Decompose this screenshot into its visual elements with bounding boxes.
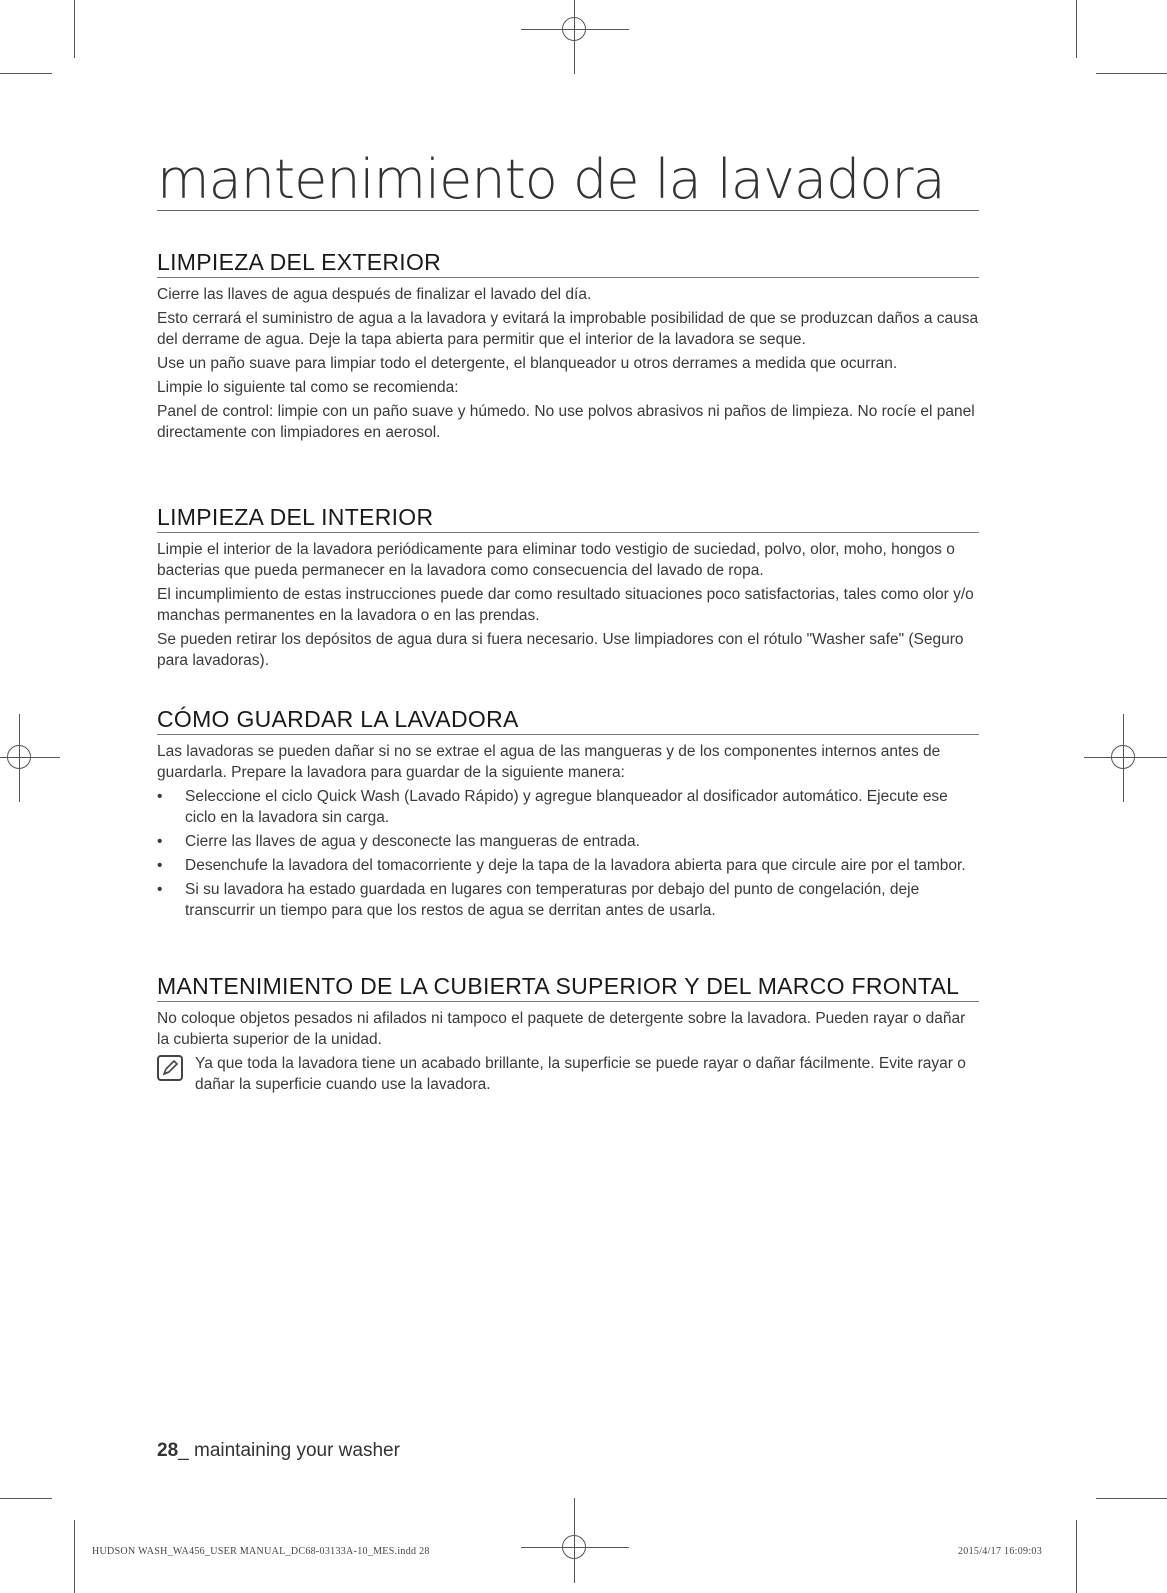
print-slug-left: HUDSON WASH_WA456_USER MANUAL_DC68-03133A-10_MES.indd 28: [92, 1546, 430, 1557]
footer-text: maintaining your washer: [188, 1440, 400, 1461]
crop-mark: [1076, 1520, 1077, 1593]
page-title: mantenimiento de la lavadora: [157, 150, 979, 211]
crop-mark: [74, 1520, 75, 1593]
crop-mark: [74, 0, 75, 58]
note: [157, 1053, 979, 1095]
registration-mark-icon: [555, 1528, 595, 1568]
paragraph: Panel de control: limpie con un paño suave y húmedo. No use polvos abrasivos ni paños de limpieza. No rocíe el panel directamente con limpiadores en aerosol.: [157, 403, 975, 441]
footer-separator: _: [178, 1440, 189, 1461]
page-footer: [157, 1440, 400, 1462]
note-pencil-icon: [157, 1055, 183, 1081]
list-item: • Si su lavadora ha estado guardada en lugares con temperaturas por debajo del punto de congelación, deje transcurrir un tiempo para que los restos de agua se derritan antes de usarla.: [157, 881, 920, 919]
section-top-cover-maintenance: [157, 972, 979, 1095]
bullet-icon: •: [157, 857, 163, 874]
paragraph: No coloque objetos pesados ni afilados ni tampoco el paquete de detergente sobre la lavadora. Pueden rayar o dañar la cubierta superior de la unidad.: [157, 1010, 966, 1048]
paragraph: Esto cerrará el suministro de agua a la lavadora y evitará la improbable posibilidad de que se produzcan daños a causa del derrame de agua. Deje la tapa abierta para permitir que el interior de la lavadora se seque.: [157, 310, 979, 348]
bullet-list: [157, 786, 979, 921]
section-storing-washer: [157, 705, 979, 924]
bullet-icon: •: [157, 833, 163, 850]
crop-mark: [0, 1498, 52, 1499]
bullet-icon: •: [157, 881, 163, 898]
section-heading: LIMPIEZA DEL INTERIOR: [157, 503, 979, 533]
print-slug-right: 2015/4/17 16:09:03: [958, 1546, 1043, 1557]
list-item: • Desenchufe la lavadora del tomacorriente y deje la tapa de la lavadora abierta para que circule aire por el tambor.: [157, 857, 966, 874]
registration-mark-icon: [555, 10, 595, 50]
section-heading: MANTENIMIENTO DE LA CUBIERTA SUPERIOR Y DEL MARCO FRONTAL: [157, 972, 979, 1002]
note-text: Ya que toda la lavadora tiene un acabado brillante, la superficie se puede rayar o dañar fácilmente. Evite rayar o dañar la superficie cuando use la lavadora.: [195, 1055, 966, 1093]
crop-mark: [1076, 0, 1077, 58]
registration-mark-icon: [1104, 738, 1144, 778]
crop-mark: [1096, 73, 1167, 74]
crop-mark: [1096, 1498, 1167, 1499]
section-interior-cleaning: [157, 503, 979, 674]
section-heading: CÓMO GUARDAR LA LAVADORA: [157, 705, 979, 735]
bullet-icon: •: [157, 788, 163, 805]
crop-mark: [0, 73, 52, 74]
paragraph: Las lavadoras se pueden dañar si no se extrae el agua de las mangueras y de los componentes internos antes de guardarla. Prepare la lavadora para guardar de la siguiente manera:: [157, 743, 941, 781]
section-heading: LIMPIEZA DEL EXTERIOR: [157, 248, 979, 278]
list-item: • Seleccione el ciclo Quick Wash (Lavado Rápido) y agregue blanqueador al dosificador automático. Ejecute ese ciclo en la lavadora sin carga.: [157, 788, 948, 826]
list-item: • Cierre las llaves de agua y desconecte las mangueras de entrada.: [157, 833, 640, 850]
paragraph: Limpie el interior de la lavadora periódicamente para eliminar todo vestigio de suciedad, polvo, olor, moho, hongos o bacterias que pueda permanecer en la lavadora como consecuencia del lavado de ropa.: [157, 541, 955, 579]
paragraph: El incumplimiento de estas instrucciones puede dar como resultado situaciones poco satisfactorias, tales como olor y/o manchas permanentes en la lavadora o en las prendas.: [157, 586, 974, 624]
paragraph: Se pueden retirar los depósitos de agua dura si fuera necesario. Use limpiadores con el rótulo "Washer safe" (Seguro para lavadoras).: [157, 631, 964, 669]
paragraph: Limpie lo siguiente tal como se recomienda:: [157, 379, 459, 396]
page-number: 28: [157, 1440, 179, 1461]
section-exterior-cleaning: [157, 248, 979, 446]
registration-mark-icon: [0, 738, 40, 778]
paragraph: Use un paño suave para limpiar todo el detergente, el blanqueador u otros derrames a medida que ocurran.: [157, 355, 898, 372]
paragraph: Cierre las llaves de agua después de finalizar el lavado del día.: [157, 286, 592, 303]
